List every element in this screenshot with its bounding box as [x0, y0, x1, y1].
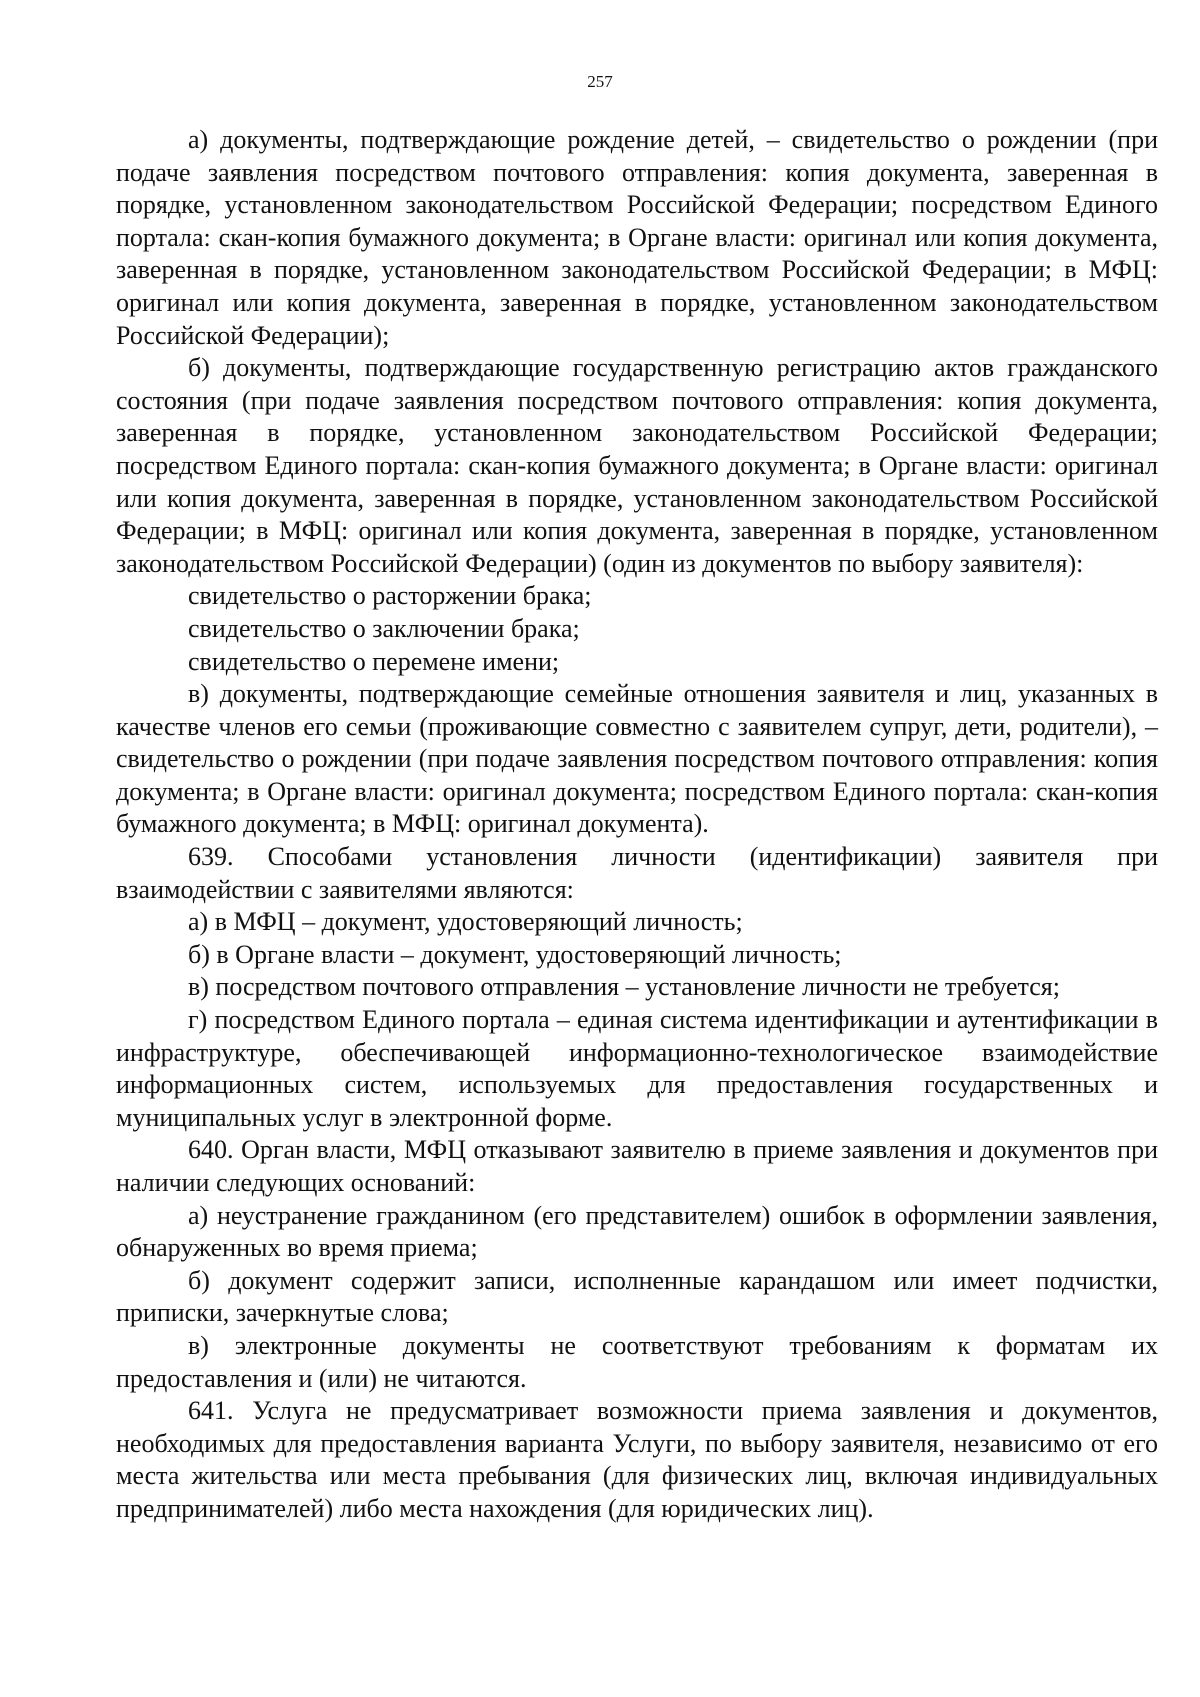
document-body	[116, 124, 1158, 1526]
paragraph-641-extraterritorial: 641. Услуга не предусматривает возможности приема заявления и документов, необходимых для предоставления варианта Услуги, по выбору заявителя, независимо от его места жительства или места пребывания (для физических лиц, включая индивидуальных предпринимателей) либо места нахождения (для юридических лиц).	[116, 1396, 1158, 1523]
list-item-name-change-certificate: свидетельство о перемене имени;	[188, 646, 560, 676]
list-item-identification-portal: г) посредством Единого портала – единая система идентификации и аутентификации в инфраструктуре, обеспечивающей информационно-технологическое взаимодействие информационных систем, используемых для предоставления государственных и муниципальных услуг в электронной форме.	[116, 1005, 1158, 1132]
list-item-identification-mfc: а) в МФЦ – документ, удостоверяющий личность;	[188, 907, 743, 937]
paragraph-family-relations-documents: в) документы, подтверждающие семейные отношения заявителя и лиц, указанных в качестве членов его семьи (проживающие совместно с заявителем супруг, дети, родители), – свидетельство о рождении (при подаче заявления посредством почтового отправления: копия документа; в Органе власти: оригинал документа; посредством Единого портала: скан-копия бумажного документа; в МФЦ: оригинал документа).	[116, 679, 1158, 839]
paragraph-civil-status-documents: б) документы, подтверждающие государственную регистрацию актов гражданского состояния (при подаче заявления посредством почтового отправления: копия документа, заверенная в порядке, установленном законодательством Российской Федерации; посредством Единого портала: скан-копия бумажного документа; в Органе власти: оригинал или копия документа, заверенная в порядке, установленном законодательством Российской Федерации; в МФЦ: оригинал или копия документа, заверенная в порядке, установленном законодательством Российской Федерации) (один из документов по выбору заявителя):	[116, 353, 1158, 578]
paragraph-birth-documents: а) документы, подтверждающие рождение детей, – свидетельство о рождении (при подаче заявления посредством почтового отправления: копия документа, заверенная в порядке, установленном законодательством Российской Федерации; посредством Единого портала: скан-копия бумажного документа; в Органе власти: оригинал или копия документа, заверенная в порядке, установленном законодательством Российской Федерации; в МФЦ: оригинал или копия документа, заверенная в порядке, установленном законодательством Российской Федерации);	[116, 125, 1158, 350]
paragraph-640-refusal: 640. Орган власти, МФЦ отказывают заявителю в приеме заявления и документов при наличии следующих оснований:	[116, 1135, 1158, 1197]
list-item-refusal-pencil-records: б) документ содержит записи, исполненные карандашом или имеет подчистки, приписки, зачеркнутые слова;	[116, 1265, 1158, 1328]
list-item-refusal-electronic-format: в) электронные документы не соответствуют требованиям к форматам их предоставления и (или) не читаются.	[116, 1330, 1158, 1393]
list-item-marriage-certificate: свидетельство о заключении брака;	[188, 613, 580, 643]
list-item-identification-authority: б) в Органе власти – документ, удостоверяющий личность;	[188, 939, 842, 969]
list-item-divorce-certificate: свидетельство о расторжении брака;	[188, 581, 592, 611]
list-item-identification-post: в) посредством почтового отправления – установление личности не требуется;	[188, 972, 1060, 1002]
page-number: 257	[587, 72, 613, 91]
paragraph-639-identification: 639. Способами установления личности (идентификации) заявителя при взаимодействии с заявителями являются:	[116, 842, 1158, 904]
list-item-refusal-errors: а) неустранение гражданином (его представителем) ошибок в оформлении заявления, обнаруженных во время приема;	[116, 1200, 1158, 1263]
